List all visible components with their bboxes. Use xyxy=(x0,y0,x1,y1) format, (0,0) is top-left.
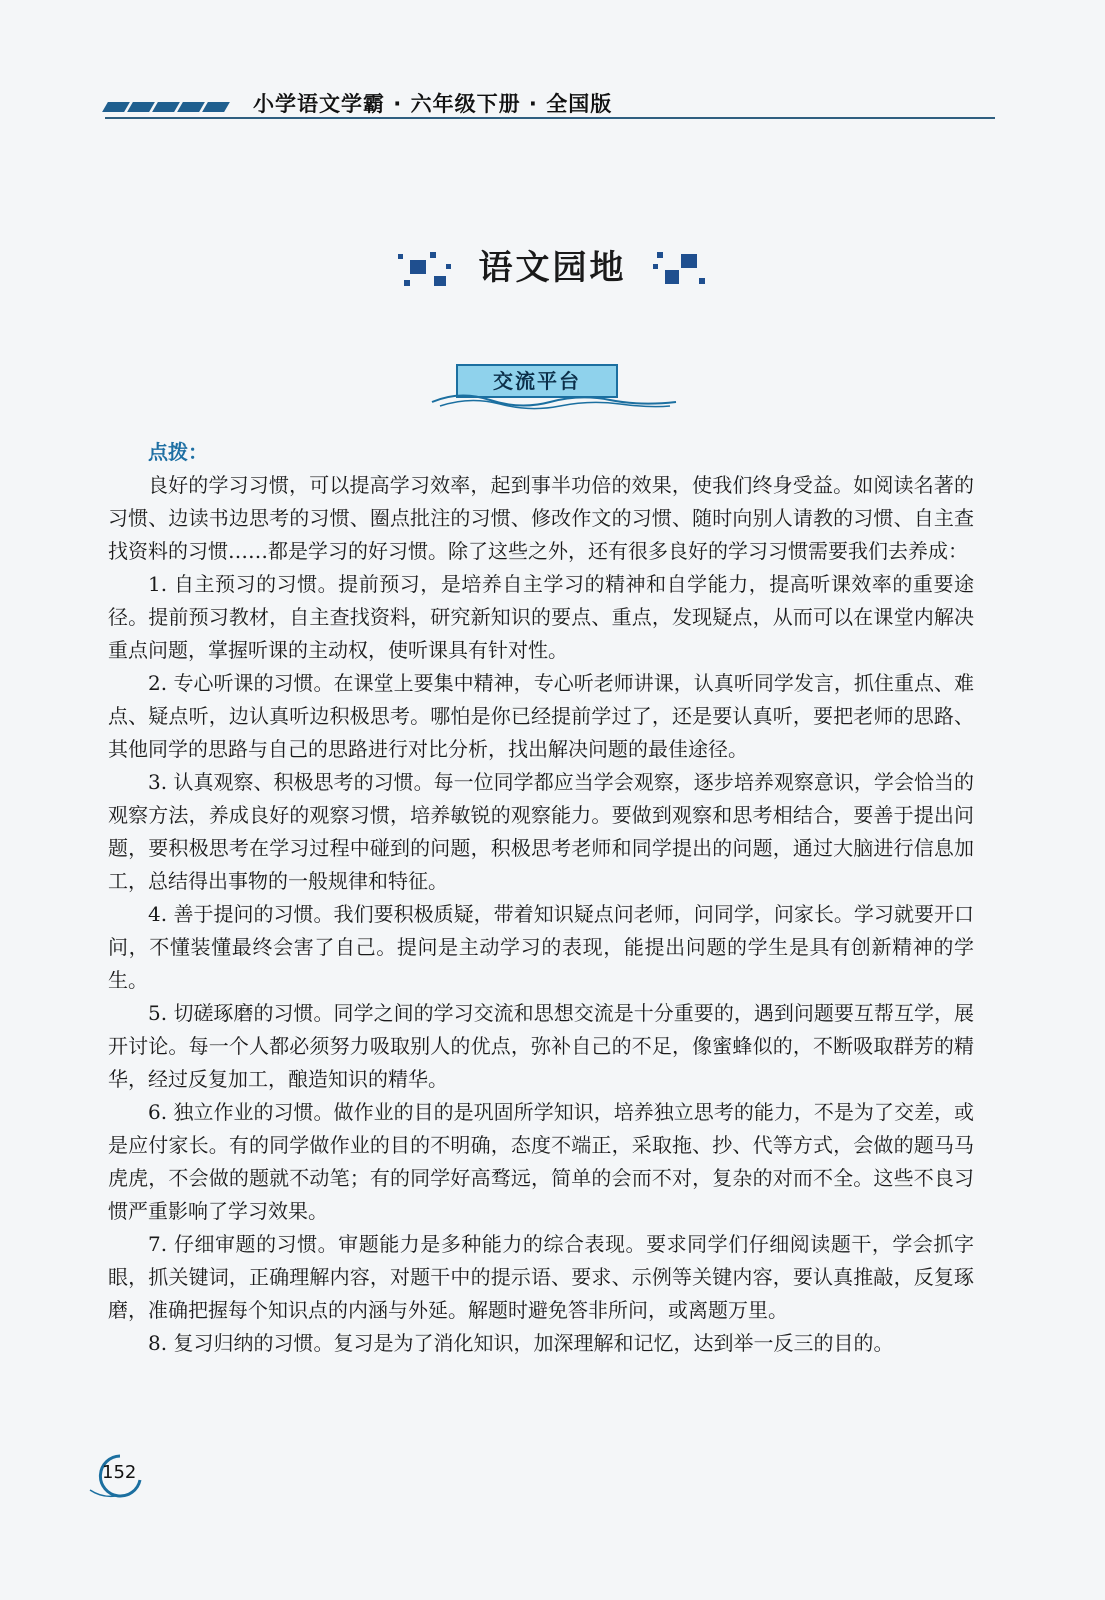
habit-paragraph: 8. 复习归纳的习惯。复习是为了消化知识，加深理解和记忆，达到举一反三的目的。 xyxy=(148,1331,894,1355)
square-pattern-icon xyxy=(651,250,707,290)
habit-paragraph: 2. 专心听课的习惯。在课堂上要集中精神，专心听老师讲课，认真听同学发言，抓住重点、难点、疑点听，边认真听边积极思考。哪怕是你已经提前学过了，还是要认真听，要把老师的思路、其他同学的思路与自己的思路进行对比分析，找出解决问题的最佳途径。 xyxy=(108,671,974,761)
running-header xyxy=(105,88,995,124)
book-title: 小学语文学霸 · 六年级下册 · 全国版 xyxy=(253,92,613,116)
section-heading xyxy=(0,240,1105,290)
section-title: 语文园地 xyxy=(478,248,627,288)
tip-label: 点拨： xyxy=(148,440,208,464)
subsection-title: 交流平台 xyxy=(456,364,618,398)
habit-paragraph: 5. 切磋琢磨的习惯。同学之间的学习交流和思想交流是十分重要的，遇到问题要互帮互学，展开讨论。每一个人都必须努力吸取别人的优点，弥补自己的不足，像蜜蜂似的，不断吸取群芳的精华，经过反复加工，酿造知识的精华。 xyxy=(108,1001,974,1091)
header-stripe-decoration xyxy=(105,102,235,114)
habit-paragraph: 1. 自主预习的习惯。提前预习，是培养自主学习的精神和自学能力，提高听课效率的重要途径。提前预习教材，自主查找资料，研究新知识的要点、重点，发现疑点，从而可以在课堂内解决重点问题，掌握听课的主动权，使听课具有针对性。 xyxy=(108,572,974,662)
habit-paragraph: 7. 仔细审题的习惯。审题能力是多种能力的综合表现。要求同学们仔细阅读题干，学会抓字眼，抓关键词，正确理解内容，对题干中的提示语、要求、示例等关键内容，要认真推敲，反复琢磨，准确把握每个知识点的内涵与外延。解题时避免答非所问，或离题万里。 xyxy=(108,1232,974,1322)
body-text xyxy=(108,436,974,1360)
habit-paragraph: 3. 认真观察、积极思考的习惯。每一位同学都应当学会观察，逐步培养观察意识，学会恰当的观察方法，养成良好的观察习惯，培养敏锐的观察能力。要做到观察和思考相结合，要善于提出问题，要积极思考在学习过程中碰到的问题，积极思考老师和同学提出的问题，通过大脑进行信息加工，总结得出事物的一般规律和特征。 xyxy=(108,770,974,893)
page-number-badge xyxy=(82,1450,152,1500)
header-rule xyxy=(105,117,995,119)
subsection-banner xyxy=(430,364,680,410)
page-number: 152 xyxy=(102,1462,137,1483)
habit-paragraph: 6. 独立作业的习惯。做作业的目的是巩固所学知识，培养独立思考的能力，不是为了交差，或是应付家长。有的同学做作业的目的不明确，态度不端正，采取拖、抄、代等方式，会做的题马马虎虎，不会做的题就不动笔；有的同学好高骛远，简单的会而不对，复杂的对而不全。这些不良习惯严重影响了学习效果。 xyxy=(108,1100,974,1223)
intro-paragraph: 良好的学习习惯，可以提高学习效率，起到事半功倍的效果，使我们终身受益。如阅读名著的习惯、边读书边思考的习惯、圈点批注的习惯、修改作文的习惯、随时向别人请教的习惯、自主查找资料的习惯……都是学习的好习惯。除了这些之外，还有很多良好的学习习惯需要我们去养成： xyxy=(108,473,974,563)
square-pattern-icon xyxy=(398,250,454,290)
habit-paragraph: 4. 善于提问的习惯。我们要积极质疑，带着知识疑点问老师，问同学，问家长。学习就要开口问，不懂装懂最终会害了自己。提问是主动学习的表现，能提出问题的学生是具有创新精神的学生。 xyxy=(108,902,974,992)
wave-ornament-icon xyxy=(430,388,680,410)
